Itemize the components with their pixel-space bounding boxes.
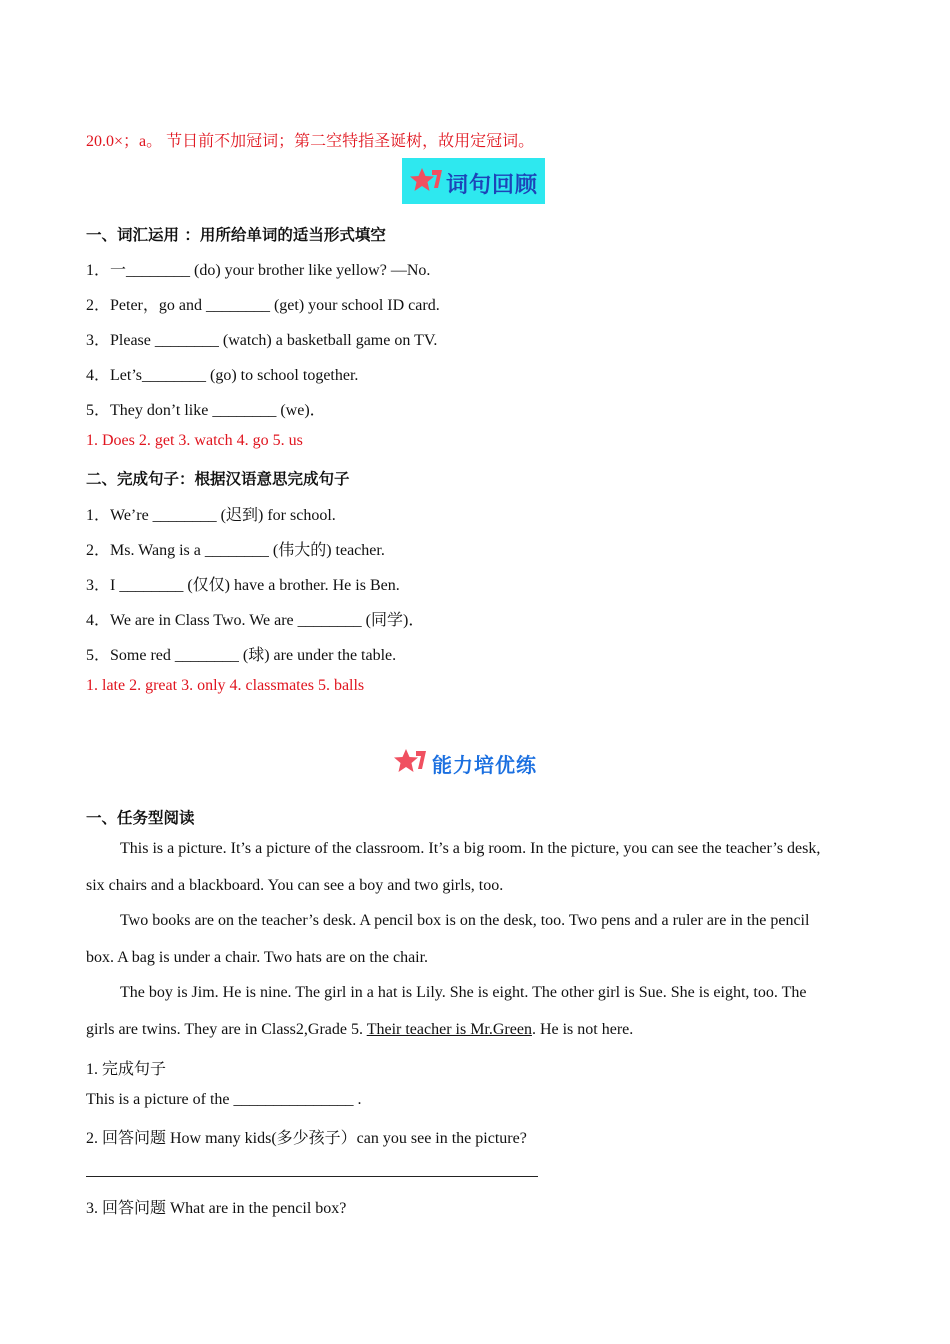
exercise-item: 2．Ms. Wang is a ________ (伟大的) teacher. <box>86 542 385 559</box>
section-banner-practice <box>390 745 560 779</box>
reading-paragraph-2a: Two books are on the teacher’s desk. A pencil box is on the desk, too. Two pens and a ruler are in the pencil <box>120 912 810 929</box>
banner-title: 能力培优练 <box>432 753 537 777</box>
section2-title: 二、完成句子：根据汉语意思完成句子 <box>86 470 350 488</box>
exercise-item: 2．Peter，go and ________ (get) your school ID card. <box>86 297 440 314</box>
answer-line <box>86 1176 538 1177</box>
exercise-item: 5．Some red ________ (球) are under the table. <box>86 647 397 664</box>
exercise-item: 5．They don’t like ________ (we)． <box>86 402 326 419</box>
previous-answer: 20.0×；a。 节日前不加冠词；第二空特指圣诞树，故用定冠词。 <box>86 133 535 150</box>
reading-title: 一、任务型阅读 <box>86 809 195 827</box>
reading-paragraph-3b <box>86 1021 633 1039</box>
section1-title: 一、词汇运用 ：用所给单词的适当形式填空 <box>86 226 386 244</box>
section2-answer: 1. late 2. great 3. only 4. classmates 5. balls <box>86 677 365 694</box>
reading-paragraph-3a: The boy is Jim. He is nine. The girl in a hat is Lily. She is eight. The other girl is Sue. She is eight, too. The <box>120 984 807 1001</box>
exercise-item: 1．We’re ________ (迟到) for school. <box>86 507 336 524</box>
section-banner-review <box>402 158 545 204</box>
question-1-label: 1. 完成句子 <box>86 1061 167 1078</box>
question-1-text: This is a picture of the _______________ . <box>86 1091 362 1108</box>
exercise-item: 4．We are in Class Two. We are ________ (同学)． <box>86 612 425 629</box>
section1-answer: 1. Does 2. get 3. watch 4. go 5. us <box>86 432 303 449</box>
exercise-item: 1．一________ (do) your brother like yellow? —No. <box>86 262 431 279</box>
reading-paragraph-2b: box. A bag is under a chair. Two hats are on the chair. <box>86 949 429 966</box>
exercise-item: 3．I ________ (仅仅) have a brother. He is Ben. <box>86 577 400 594</box>
banner-title: 词句回顾 <box>446 173 539 198</box>
underlined-sentence: Their teacher is Mr.Green <box>366 1021 532 1038</box>
text-fragment: . He is not here. <box>531 1021 634 1038</box>
star-icon <box>392 747 428 777</box>
question-3: 3. 回答问题 What are in the pencil box? <box>86 1200 347 1217</box>
star-icon <box>408 166 444 196</box>
question-2: 2. 回答问题 How many kids(多少孩子）can you see in the picture? <box>86 1130 527 1147</box>
exercise-item: 3．Please ________ (watch) a basketball game on TV. <box>86 332 438 349</box>
exercise-item: 4．Let’s________ (go) to school together. <box>86 367 359 384</box>
reading-paragraph-1b: six chairs and a blackboard. You can see a boy and two girls, too. <box>86 877 504 894</box>
reading-paragraph-1a: This is a picture. It’s a picture of the classroom. It’s a big room. In the picture, you can see the teacher’s desk, <box>120 840 821 857</box>
text-fragment: girls are twins. They are in Class2,Grade 5. <box>86 1021 367 1038</box>
